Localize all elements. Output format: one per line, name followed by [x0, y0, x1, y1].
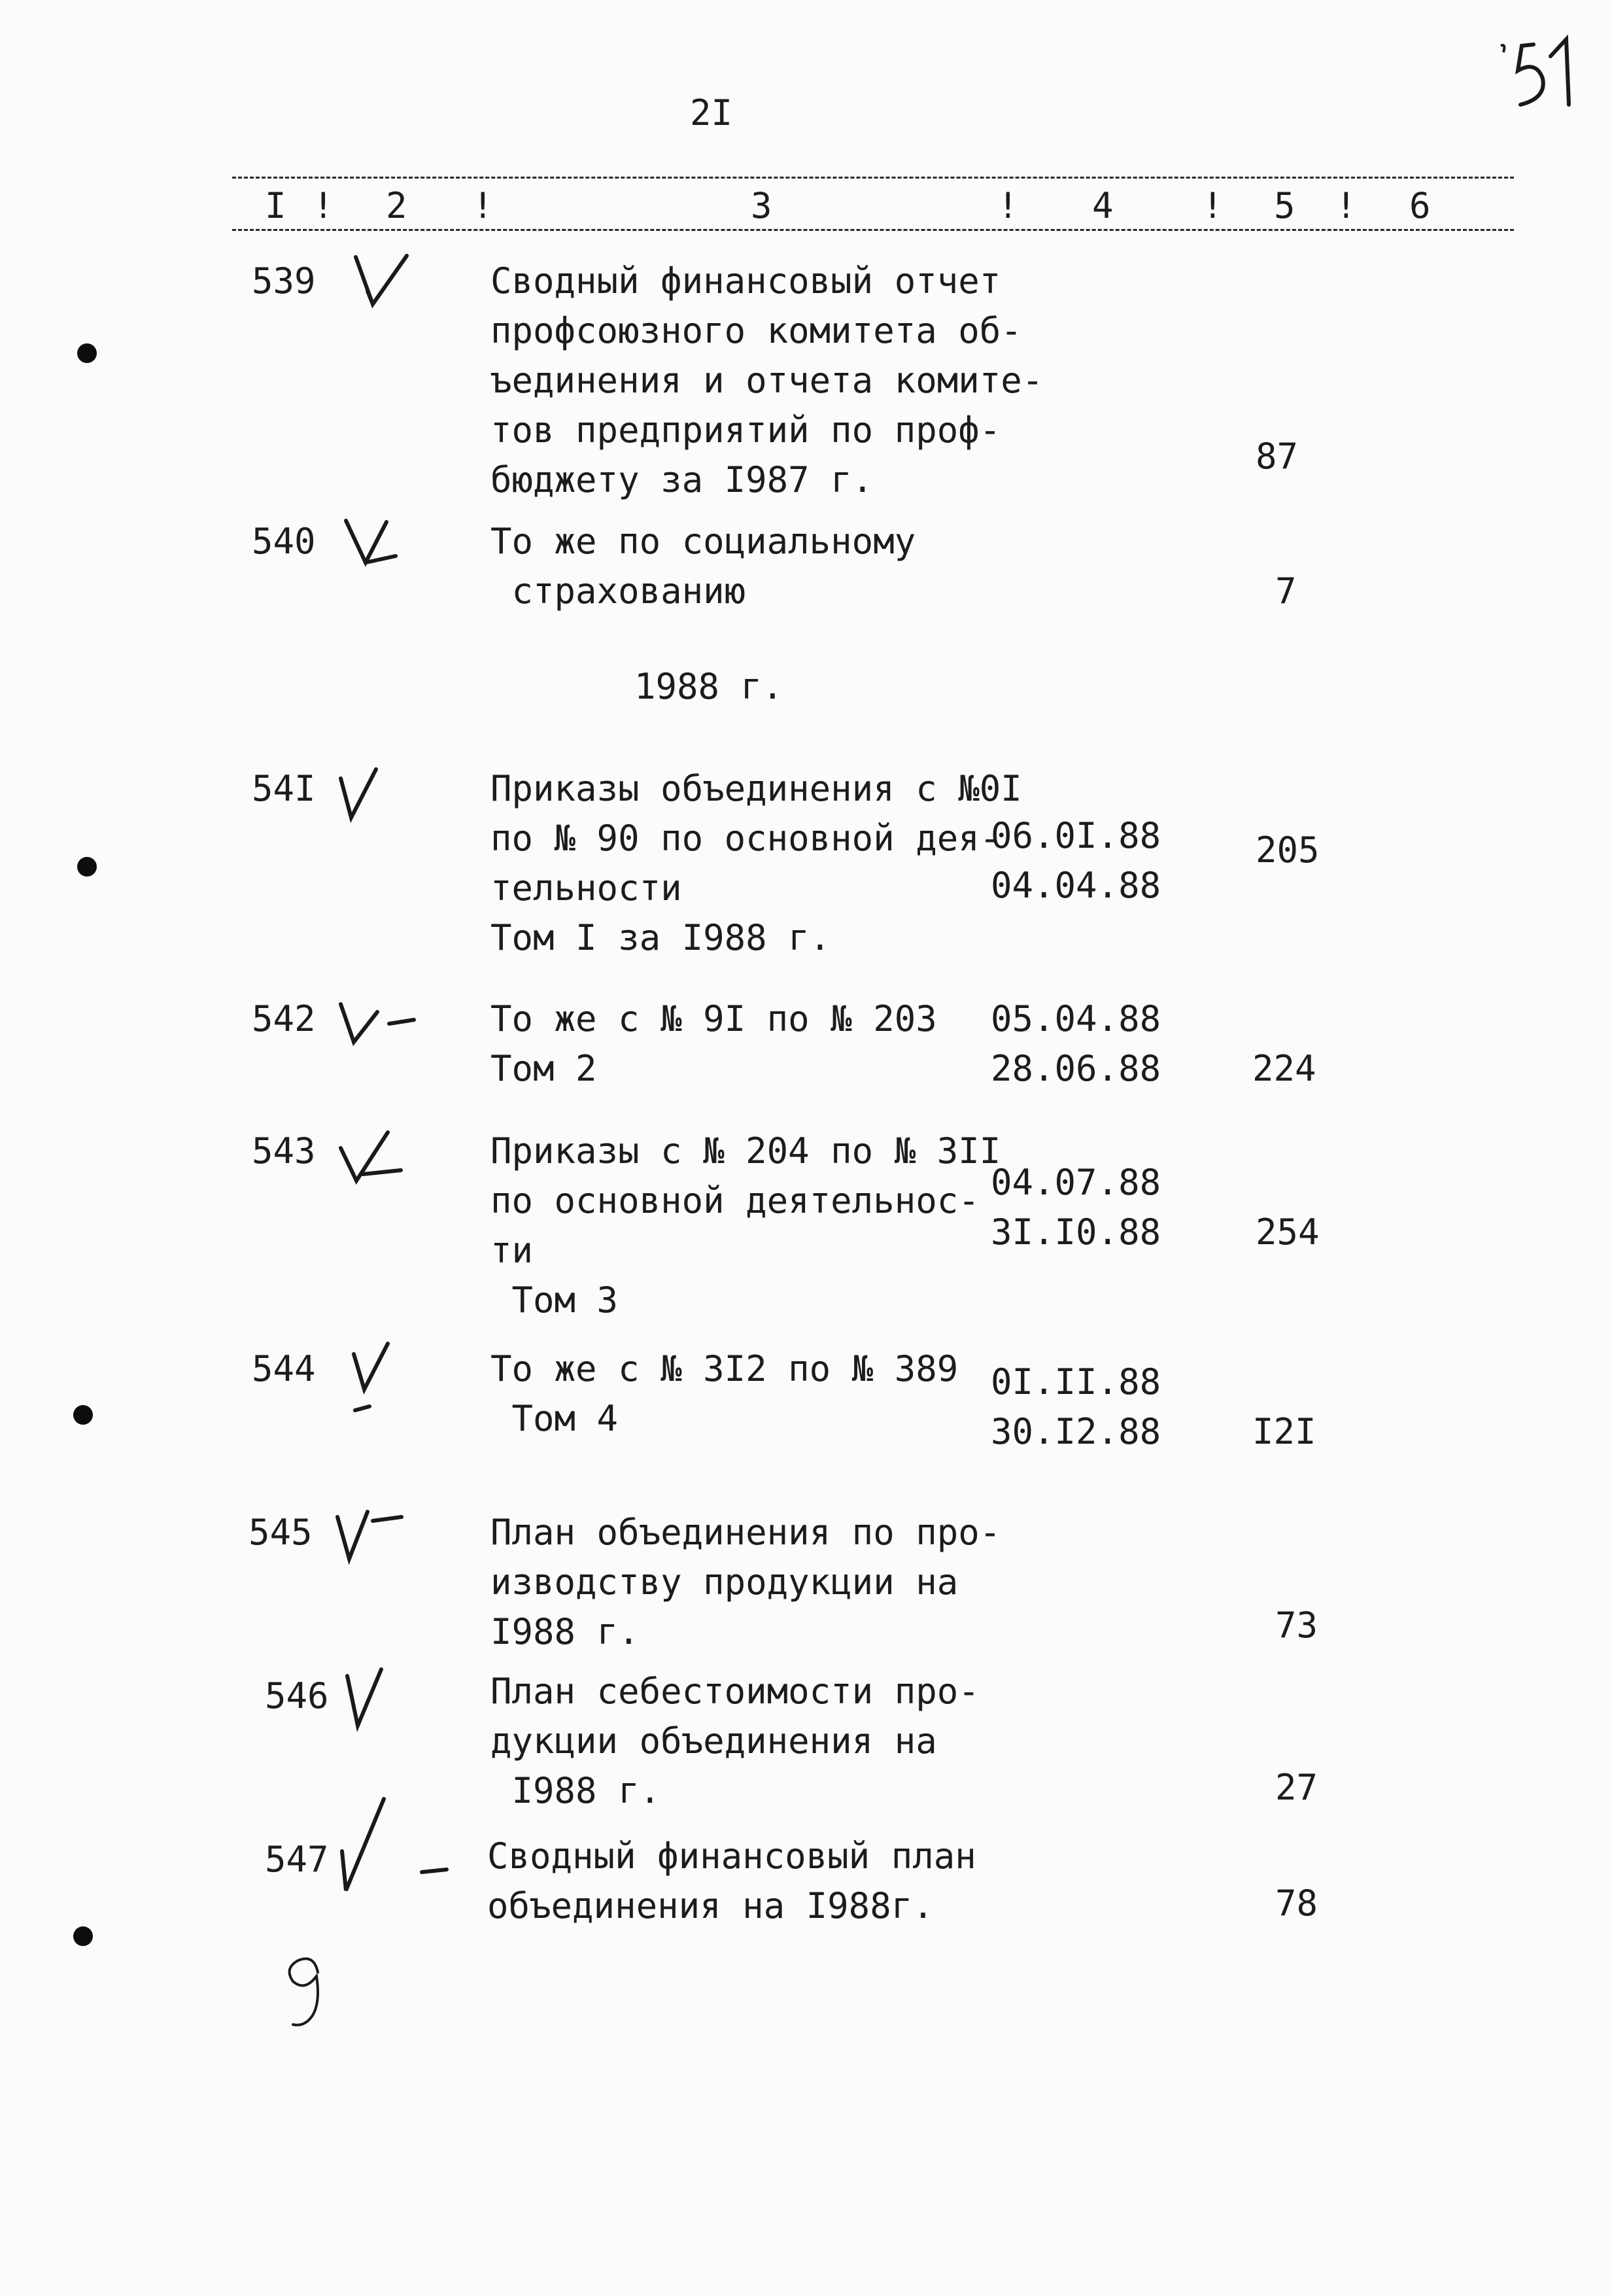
checkmark-icon	[343, 1667, 396, 1732]
handwritten-folio-glyphs	[1488, 33, 1579, 111]
entry-title-line: объединения на I988г.	[487, 1885, 934, 1926]
entry-sheet-count: 224	[1252, 1048, 1316, 1089]
col-separator: !	[313, 185, 334, 226]
punch-hole	[77, 343, 97, 363]
col-separator: !	[1335, 185, 1357, 226]
entry-title-line: Том 3	[490, 1279, 619, 1321]
entry-start-date: 0I.II.88	[991, 1361, 1161, 1402]
archive-folio-number	[1488, 33, 1579, 114]
entry-sheet-count: 27	[1275, 1767, 1318, 1808]
entry-title-line: То же по социальному	[490, 521, 916, 562]
entry-title-line: страхованию	[490, 570, 746, 612]
checkmark-icon	[343, 517, 402, 569]
checkmark-icon	[337, 765, 389, 824]
entry-title-line: I988 г.	[490, 1611, 640, 1652]
checkmark-icon	[337, 1128, 409, 1187]
entry-title-line: Сводный финансовый план	[487, 1835, 976, 1877]
checkmark-icon	[337, 998, 422, 1050]
entry-number: 543	[252, 1130, 316, 1172]
entry-title-line: То же с № 9I по № 203	[490, 998, 937, 1039]
entry-end-date: 30.I2.88	[991, 1411, 1161, 1452]
col-header-2: 2	[386, 185, 407, 226]
col-header-1: I	[265, 185, 286, 226]
col-header-3: 3	[751, 185, 772, 226]
entry-title-line: ъединения и отчета комите-	[490, 360, 1044, 401]
entry-number: 542	[252, 998, 316, 1039]
entry-sheet-count: 78	[1275, 1883, 1318, 1924]
entry-title-line: дукции объединения на	[490, 1720, 937, 1762]
col-separator: !	[1202, 185, 1224, 226]
entry-title-line: Приказы объединения с №0I	[490, 768, 1022, 809]
entry-start-date: 04.07.88	[991, 1162, 1161, 1203]
entry-start-date: 06.0I.88	[991, 815, 1161, 856]
handwritten-digit-glyph	[281, 1953, 334, 2031]
entry-title-line: Том I за I988 г.	[490, 917, 831, 958]
entry-number: 539	[252, 260, 316, 302]
checkmark-icon	[334, 1508, 412, 1567]
entry-title-line: Приказы с № 204 по № 3II	[490, 1130, 1001, 1172]
entry-start-date: 05.04.88	[991, 998, 1161, 1039]
entry-number: 545	[249, 1512, 313, 1553]
checkmark-icon	[337, 1792, 454, 1910]
page-number: 2I	[690, 92, 733, 133]
punch-hole	[73, 1926, 93, 1946]
col-separator: !	[472, 185, 494, 226]
entry-title-line: ти	[490, 1230, 534, 1271]
entry-number: 544	[252, 1348, 316, 1389]
entry-title-line: профсоюзного комитета об-	[490, 310, 1022, 351]
entry-sheet-count: 73	[1275, 1605, 1318, 1646]
entry-title-line: тов предприятий по проф-	[490, 409, 1001, 451]
entry-end-date: 3I.I0.88	[991, 1211, 1161, 1253]
entry-title-line: изводству продукции на	[490, 1561, 959, 1603]
col-header-5: 5	[1274, 185, 1295, 226]
entry-end-date: 04.04.88	[991, 865, 1161, 906]
entry-title-line: Том 4	[490, 1398, 619, 1439]
entry-sheet-count: 7	[1275, 570, 1297, 612]
entry-title-line: План объединения по про-	[490, 1512, 1001, 1553]
entry-title-line: То же с № 3I2 по № 389	[490, 1348, 959, 1389]
entry-sheet-count: 254	[1256, 1211, 1320, 1253]
checkmark-icon	[350, 1341, 409, 1413]
entry-sheet-count: 205	[1256, 829, 1320, 871]
entry-title-line: по основной деятельнос-	[490, 1180, 980, 1221]
entry-sheet-count: 87	[1256, 436, 1299, 477]
entry-number: 547	[265, 1839, 329, 1880]
entry-number: 540	[252, 521, 316, 562]
entry-sheet-count: I2I	[1252, 1411, 1316, 1452]
punch-hole	[73, 1405, 93, 1425]
punch-hole	[77, 857, 97, 877]
col-header-4: 4	[1092, 185, 1114, 226]
handwritten-mark	[281, 1953, 334, 2034]
entry-title-line: по № 90 по основной дея-	[490, 818, 1001, 859]
entry-end-date: 28.06.88	[991, 1048, 1161, 1089]
entry-title-line: I988 г.	[490, 1770, 661, 1811]
entry-title-line: План себестоимости про-	[490, 1671, 980, 1712]
year-section-heading: 1988 г.	[634, 666, 783, 707]
entry-title-line: Том 2	[490, 1048, 597, 1089]
entry-title-line: бюджету за I987 г.	[490, 459, 874, 500]
entry-number: 546	[265, 1675, 329, 1716]
entry-title-line: Сводный финансовый отчет	[490, 260, 1001, 302]
checkmark-icon	[353, 252, 412, 311]
col-header-6: 6	[1409, 185, 1431, 226]
entry-title-line: тельности	[490, 867, 682, 909]
header-bottom-rule	[232, 229, 1514, 231]
entry-number: 54I	[252, 768, 316, 809]
col-separator: !	[997, 185, 1019, 226]
header-top-rule	[232, 177, 1514, 179]
